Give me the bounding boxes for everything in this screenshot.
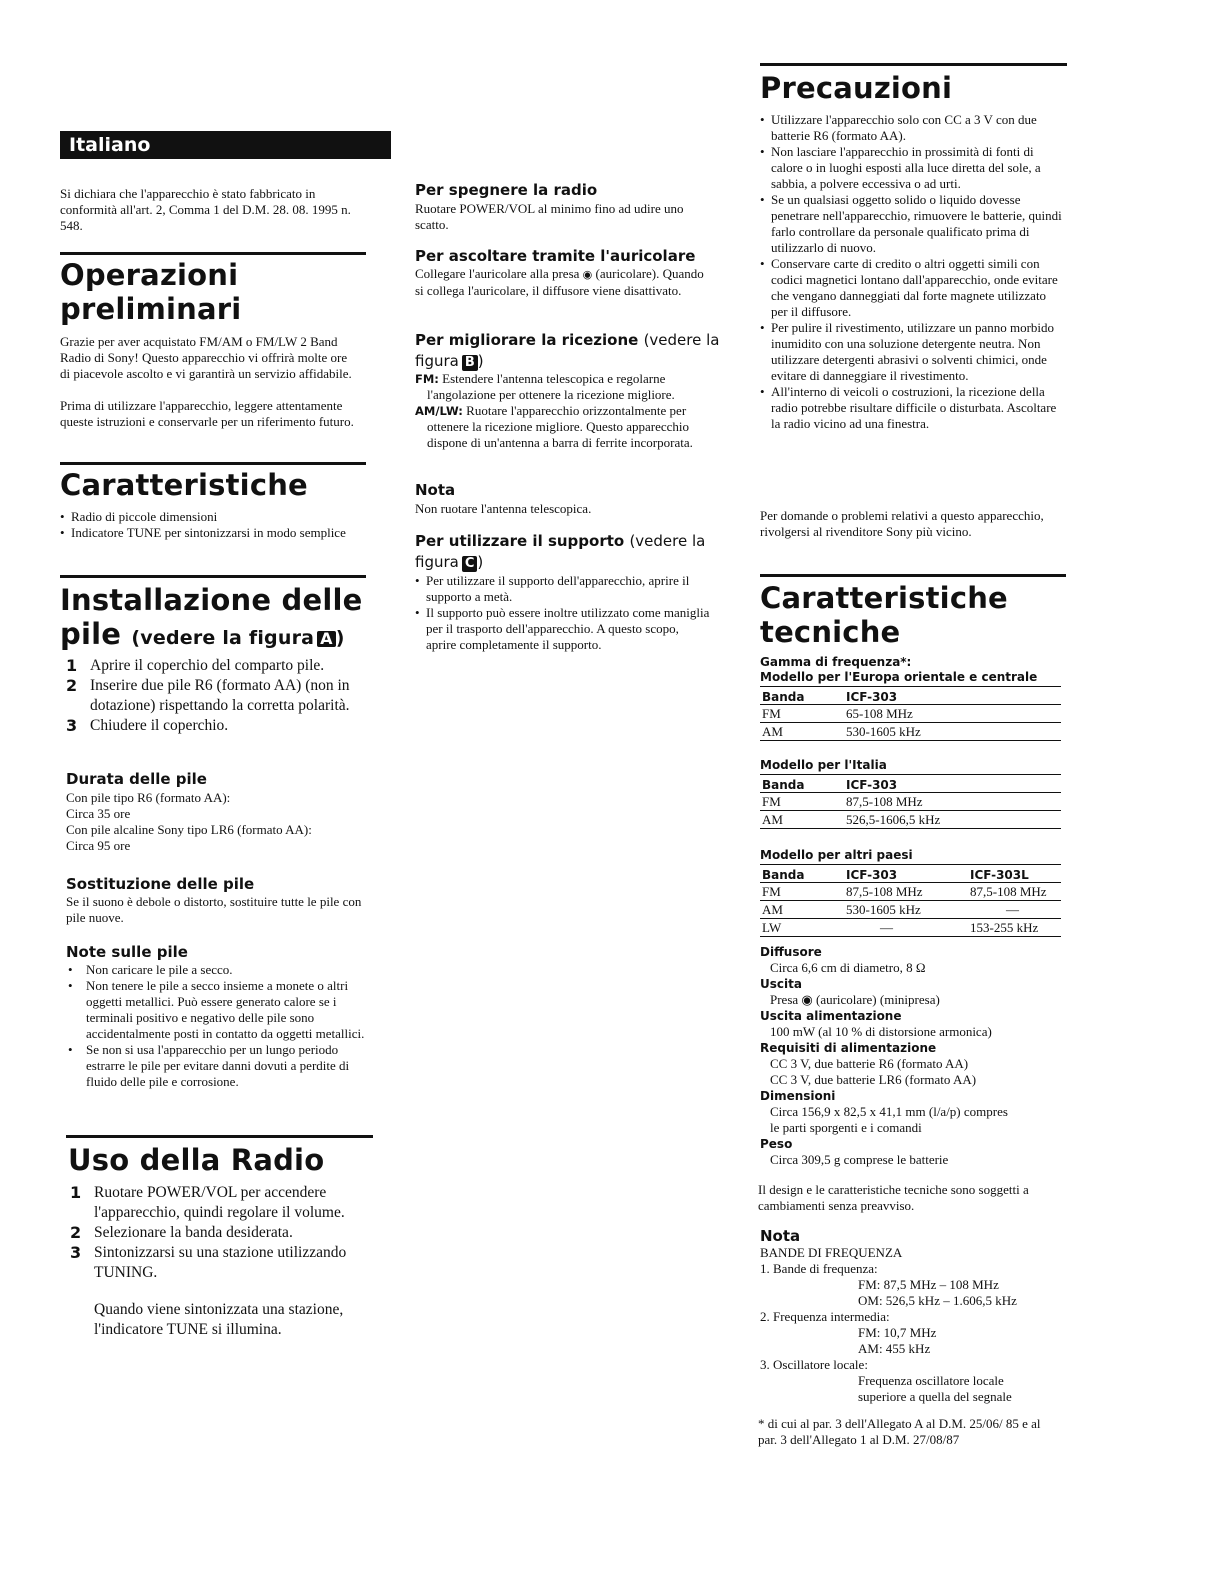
step-item xyxy=(66,676,366,716)
spec-value: Circa 156,9 x 82,5 x 41,1 mm (l/a/p) compres xyxy=(770,1104,1008,1119)
tip-text: Ruotare l'apparecchio orizzontalmente per ottenere la ricezione migliore. Questo apparecchio dispone di un'antenna a barra di ferrite incorporata. xyxy=(427,403,693,450)
subheading-supporto xyxy=(415,531,727,573)
design-note: Il design e le caratteristiche tecniche sono soggetti a cambiamenti senza preavviso. xyxy=(758,1182,1029,1213)
battery-notes-list xyxy=(62,962,368,1090)
spec-key: Uscita xyxy=(760,977,802,991)
list-item: • All'interno di veicoli o costruzioni, la ricezione della radio potrebbe risultare difficile o disturbata. Ascoltare la radio vicino ad una finestra. xyxy=(760,384,1065,432)
section-title-operazioni xyxy=(60,258,241,326)
frequency-bands-note xyxy=(760,1245,1070,1405)
text-line: Frequenza oscillatore locale xyxy=(858,1373,1004,1388)
table-row xyxy=(760,705,1061,723)
table1-caption: Modello per l'Europa orientale e centrale xyxy=(760,670,1038,684)
table-cell: 87,5-108 MHz xyxy=(844,793,1061,811)
figure-ref-prefix: (vedere la figura xyxy=(131,627,315,649)
step-text: Aprire il coperchio del comparto pile. xyxy=(90,657,325,674)
spec-value: CC 3 V, due batterie R6 (formato AA) xyxy=(770,1056,969,1071)
table-row xyxy=(760,793,1061,811)
table-header-row xyxy=(760,775,1061,793)
auricolare-text-2: (auricolare). Quando si collega l'auricolare, il diffusore viene disattivato. xyxy=(415,266,704,298)
text-line: 2. Frequenza intermedia: xyxy=(760,1309,890,1324)
list-item: • Non lasciare l'apparecchio in prossimità di fonti di calore o in luoghi esposti alla luce diretta del sole, a sabbia, a polvere eccessiva o ad urti. xyxy=(760,144,1065,192)
divider xyxy=(60,575,366,578)
spec-key: Diffusore xyxy=(760,945,822,959)
list-item: • Conservare carte di credito o altri oggetti simili con codici magnetici lontano dall'apparecchio, onde evitare che vengano danneggiati dal forte magnete utilizzato per il diffusore. xyxy=(760,256,1065,320)
term-amlw: AM/LW: xyxy=(415,404,463,418)
table-cell: 530-1605 kHz xyxy=(844,723,1061,741)
spec-key: Requisiti di alimentazione xyxy=(760,1041,937,1055)
sostituzione-text: Se il suono è debole o distorto, sostituire tutte le pile con pile nuove. xyxy=(66,894,362,925)
gamma-label: Gamma di frequenza*: xyxy=(760,655,912,669)
section-title-word: pile xyxy=(60,617,122,651)
table-cell: FM xyxy=(760,705,844,723)
text-line: Circa 95 ore xyxy=(66,838,131,853)
language-banner xyxy=(60,131,391,159)
step-item xyxy=(66,716,366,736)
list-item: • Non caricare le pile a secco. xyxy=(62,962,368,978)
intro-paragraph: Grazie per aver acquistato FM/AM o FM/LW 2 Band Radio di Sony! Questo apparecchio vi offrirà molte ore di piacevole ascolto e vi garantirà un servizio affidabile. xyxy=(60,334,352,381)
table-cell: — xyxy=(844,919,968,937)
list-item: • Non tenere le pile a secco insieme a monete o altri oggetti metallici. Può essere generato calore se i terminali positivo e negativo delle pile sono accidentalmente posti in contatto da oggetti metallici. xyxy=(62,978,368,1042)
spec-value: 100 mW (al 10 % di distorsione armonica) xyxy=(770,1024,992,1039)
table-cell: 153-255 kHz xyxy=(968,919,1061,937)
section-title-installazione xyxy=(60,583,363,655)
section-title-uso: Uso della Radio xyxy=(68,1143,325,1177)
term-fm: FM: xyxy=(415,372,439,386)
subheading-nota: Nota xyxy=(415,481,456,499)
table2-caption: Modello per l'Italia xyxy=(760,758,887,772)
figure-ref-close: ) xyxy=(335,627,345,649)
table-row xyxy=(760,811,1061,829)
spec-value: Circa 309,5 g comprese le batterie xyxy=(770,1152,949,1167)
step-text: Sintonizzarsi su una stazione utilizzando TUNING. xyxy=(94,1244,347,1281)
table-cell: — xyxy=(968,901,1061,919)
text-line: OM: 526,5 kHz – 1.606,5 kHz xyxy=(858,1293,1017,1308)
step-number: 2 xyxy=(70,1223,82,1242)
table-row xyxy=(760,883,1061,901)
table-cell: FM xyxy=(760,793,844,811)
divider xyxy=(760,63,1067,66)
headphone-jack-icon: ◉ xyxy=(582,269,593,281)
heading-part: figura xyxy=(415,352,459,370)
subheading-auricolare: Per ascoltare tramite l'auricolare xyxy=(415,247,696,265)
list-item: • Il supporto può essere inoltre utilizzato come maniglia per il trasporto dell'apparecchio. A questo scopo, aprire completamente il supporto. xyxy=(415,605,711,653)
step-item xyxy=(70,1243,370,1283)
step-item xyxy=(70,1183,370,1223)
section-title-line: preliminari xyxy=(60,292,242,326)
table-cell: 526,5-1606,5 kHz xyxy=(844,811,1061,829)
text-line: FM: 87,5 MHz – 108 MHz xyxy=(858,1277,999,1292)
frequency-table-italia xyxy=(760,774,1061,829)
intro-paragraph-2: Prima di utilizzare l'apparecchio, leggere attentamente queste istruzioni e conservarle per un riferimento futuro. xyxy=(60,398,354,429)
table-header: ICF-303L xyxy=(968,865,1061,883)
subheading-durata: Durata delle pile xyxy=(66,770,207,788)
tip-fm xyxy=(415,371,721,403)
uso-steps xyxy=(70,1183,370,1283)
step-text: Ruotare POWER/VOL per accendere l'apparecchio, quindi regolare il volume. xyxy=(94,1184,345,1221)
heading-part: figura xyxy=(415,553,459,571)
list-item: • Per utilizzare il supporto dell'apparecchio, aprire il supporto a metà. xyxy=(415,573,711,605)
text-line: superiore a quella del segnale xyxy=(858,1389,1012,1404)
subheading-note-pile: Note sulle pile xyxy=(66,943,188,961)
table-cell: 87,5-108 MHz xyxy=(968,883,1061,901)
section-title-line: Installazione delle xyxy=(60,583,363,617)
subheading-sostituzione: Sostituzione delle pile xyxy=(66,875,255,893)
heading-part: ) xyxy=(477,352,484,370)
declaration-text: Si dichiara che l'apparecchio è stato fabbricato in conformità all'art. 2, Comma 1 del D.M. 28. 08. 1995 n. 548. xyxy=(60,186,351,233)
section-title-precauzioni: Precauzioni xyxy=(760,71,953,105)
heading-part: Per utilizzare il supporto xyxy=(415,532,625,550)
divider xyxy=(60,252,366,255)
section-title-line: Operazioni xyxy=(60,258,239,292)
subheading-migliorare xyxy=(415,330,727,372)
spec-value: CC 3 V, due batterie LR6 (formato AA) xyxy=(770,1072,977,1087)
divider xyxy=(760,574,1066,577)
list-item: • Utilizzare l'apparecchio solo con CC a 3 V con due batterie R6 (formato AA). xyxy=(760,112,1065,144)
figure-b-badge: B xyxy=(462,355,478,371)
spec-key: Uscita alimentazione xyxy=(760,1009,902,1023)
heading-part: (vedere la xyxy=(643,331,720,349)
table-header-row xyxy=(760,865,1061,883)
divider xyxy=(66,1135,373,1138)
table-cell: LW xyxy=(760,919,844,937)
auricolare-text-1: Collegare l'auricolare alla presa xyxy=(415,266,580,281)
list-item: • Se non si usa l'apparecchio per un lungo periodo estrarre le pile per evitare danni dovuti a perdite di fluido delle pile e corrosione. xyxy=(62,1042,368,1090)
text-line: FM: 10,7 MHz xyxy=(858,1325,937,1340)
auricolare-text xyxy=(415,266,715,299)
step-item xyxy=(70,1223,370,1243)
subheading-spegnere: Per spegnere la radio xyxy=(415,181,598,199)
spec-value: le parti sporgenti e i comandi xyxy=(770,1120,922,1135)
durata-lines xyxy=(66,790,366,854)
text-line: Con pile tipo R6 (formato AA): xyxy=(66,790,231,805)
table-cell: AM xyxy=(760,811,844,829)
list-item: • Indicatore TUNE per sintonizzarsi in modo semplice xyxy=(60,525,360,541)
list-item: • Radio di piccole dimensioni xyxy=(60,509,360,525)
figure-c-badge: C xyxy=(462,556,478,572)
step-text: Selezionare la banda desiderata. xyxy=(94,1224,293,1241)
table-cell: 530-1605 kHz xyxy=(844,901,968,919)
features-list xyxy=(60,509,360,541)
support-list xyxy=(415,573,711,653)
table-header: ICF-303 xyxy=(844,865,968,883)
text-line: 3. Oscillatore locale: xyxy=(760,1357,868,1372)
text-line: Con pile alcaline Sony tipo LR6 (formato AA): xyxy=(66,822,312,837)
section-title-line: Caratteristiche xyxy=(760,581,1008,615)
install-steps xyxy=(66,656,366,736)
table-header: ICF-303 xyxy=(844,687,1061,705)
tip-amlw xyxy=(415,403,721,451)
text-line: AM: 455 kHz xyxy=(858,1341,931,1356)
subheading-nota-freq: Nota xyxy=(760,1227,801,1245)
step-text: Inserire due pile R6 (formato AA) (non in dotazione) rispettando la corretta polarità. xyxy=(90,677,350,714)
table-row xyxy=(760,723,1061,741)
step-number: 3 xyxy=(66,716,78,735)
footnote: * di cui al par. 3 dell'Allegato A al D.M. 25/06/ 85 e al par. 3 dell'Allegato 1 al D.M. 27/08/87 xyxy=(758,1416,1041,1447)
frequency-table-europa xyxy=(760,686,1061,741)
table-cell: AM xyxy=(760,901,844,919)
table-header-row xyxy=(760,687,1061,705)
section-title-line xyxy=(60,617,363,655)
step-text: Chiudere il coperchio. xyxy=(90,717,229,734)
table-cell: 65-108 MHz xyxy=(844,705,1061,723)
spec-key: Dimensioni xyxy=(760,1089,836,1103)
table-cell: FM xyxy=(760,883,844,901)
language-label: Italiano xyxy=(69,134,151,156)
step-number: 1 xyxy=(70,1183,82,1202)
reception-tips xyxy=(415,371,721,451)
table-cell: 87,5-108 MHz xyxy=(844,883,968,901)
step-item xyxy=(66,656,366,676)
table3-caption: Modello per altri paesi xyxy=(760,848,913,862)
table-header: Banda xyxy=(760,775,844,793)
uso-after-text: Quando viene sintonizzata una stazione, l'indicatore TUNE si illumina. xyxy=(94,1301,344,1338)
step-number: 1 xyxy=(66,656,78,675)
nota-text: Non ruotare l'antenna telescopica. xyxy=(415,501,592,516)
precautions-list xyxy=(760,112,1065,432)
contact-text: Per domande o problemi relativi a questo apparecchio, rivolgersi al rivenditore Sony più vicino. xyxy=(760,508,1044,539)
spec-value: Presa ◉ (auricolare) (minipresa) xyxy=(770,992,940,1007)
list-item: • Per pulire il rivestimento, utilizzare un panno morbido inumidito con una soluzione detergente neutra. Non utilizzare detergenti abrasivi o solventi chimici, onde evitare di danneggiare il rivestimento. xyxy=(760,320,1065,384)
section-title-caratteristiche-tecniche xyxy=(760,581,1008,649)
step-number: 2 xyxy=(66,676,78,695)
table-header: Banda xyxy=(760,687,844,705)
spec-value: Circa 6,6 cm di diametro, 8 Ω xyxy=(770,960,926,975)
text-line: Circa 35 ore xyxy=(66,806,131,821)
heading-part: (vedere la xyxy=(629,532,706,550)
spegnere-text: Ruotare POWER/VOL al minimo fino ad udire uno scatto. xyxy=(415,201,684,232)
section-title-caratteristiche: Caratteristiche xyxy=(60,468,308,502)
spec-key: Peso xyxy=(760,1137,793,1151)
heading-part: ) xyxy=(477,553,484,571)
frequency-table-altri-paesi xyxy=(760,864,1061,937)
table-row xyxy=(760,901,1061,919)
table-header: ICF-303 xyxy=(844,775,1061,793)
heading-part: Per migliorare la ricezione xyxy=(415,331,639,349)
text-line: 1. Bande di frequenza: xyxy=(760,1261,878,1276)
section-title-line: tecniche xyxy=(760,615,901,649)
list-item: • Se un qualsiasi oggetto solido o liquido dovesse penetrare nell'apparecchio, rimuovere le batterie, quindi farlo controllare da personale qualificato prima di utilizzarlo di nuovo. xyxy=(760,192,1065,256)
text-line: BANDE DI FREQUENZA xyxy=(760,1245,903,1260)
table-cell: AM xyxy=(760,723,844,741)
divider xyxy=(60,462,366,465)
figure-a-badge: A xyxy=(317,631,336,647)
table-row xyxy=(760,919,1061,937)
tip-text: Estendere l'antenna telescopica e regolarne l'angolazione per ottenere la ricezione migliore. xyxy=(427,371,675,402)
spec-list xyxy=(760,944,1070,1168)
table-header: Banda xyxy=(760,865,844,883)
step-number: 3 xyxy=(70,1243,82,1262)
